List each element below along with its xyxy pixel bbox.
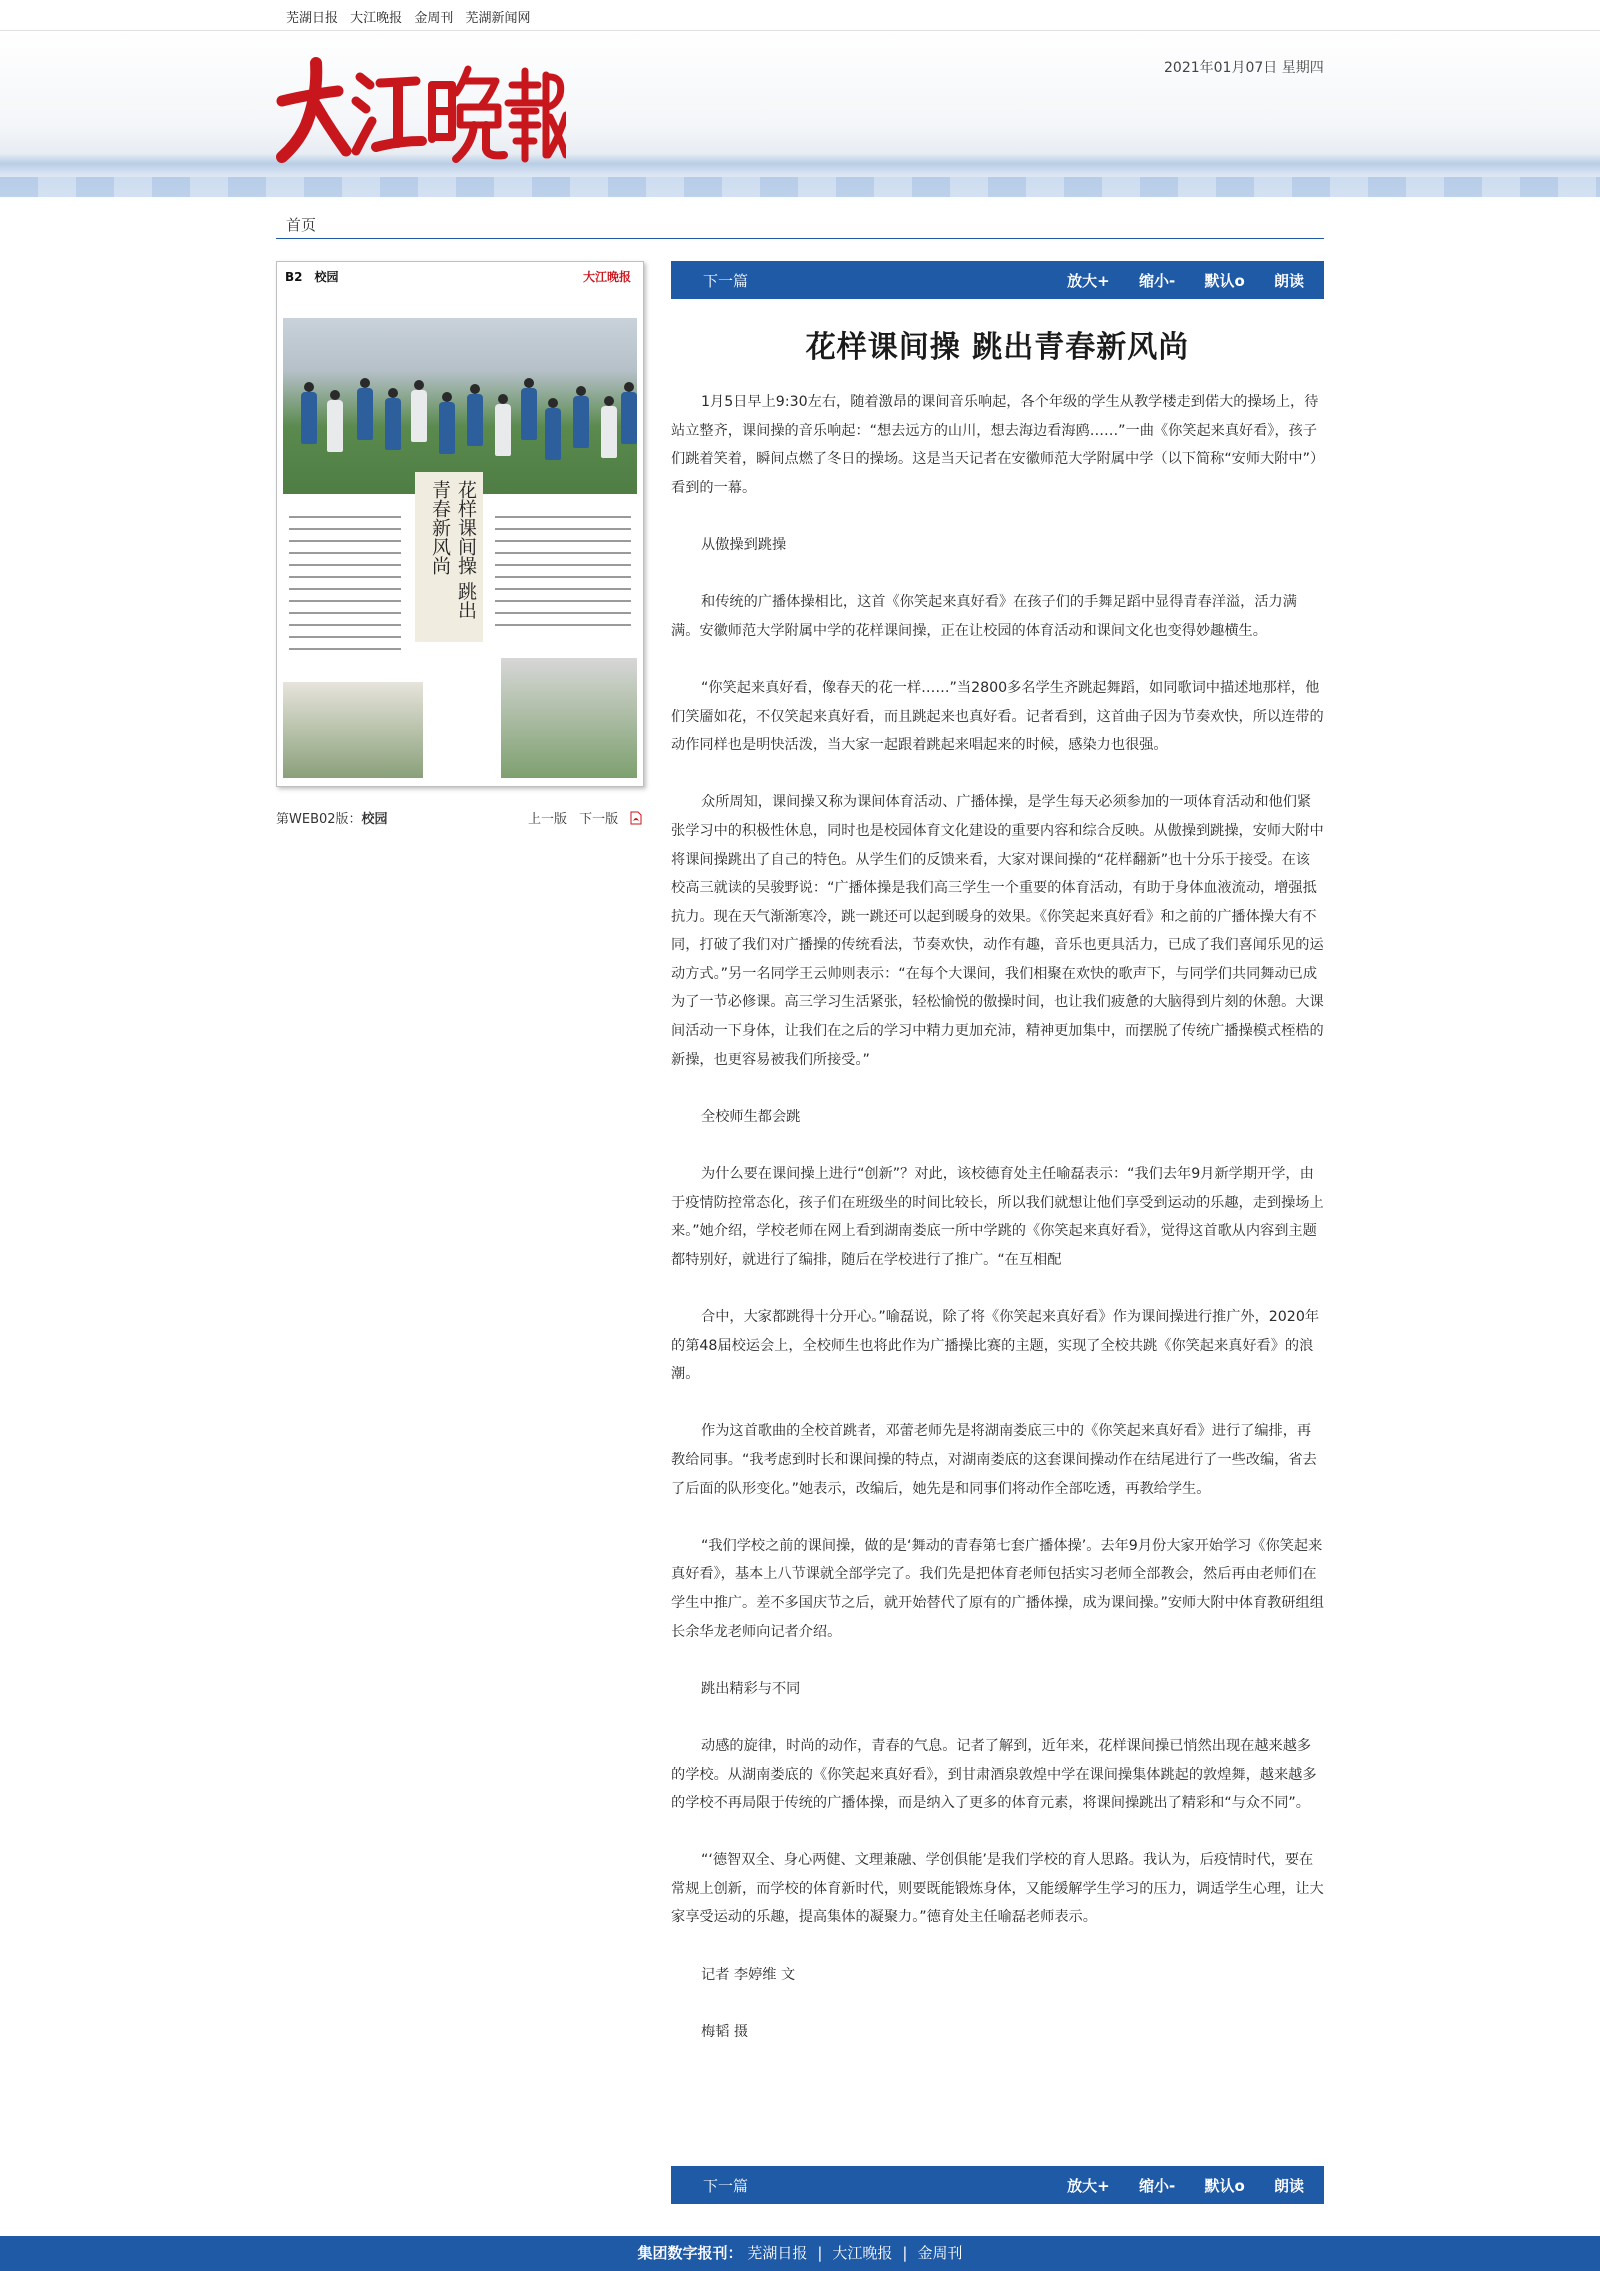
top-bar <box>0 0 1600 31</box>
thumb-headline: 花样课间操 跳出青春新风尚 <box>415 472 483 642</box>
article-paragraph: “我们学校之前的课间操，做的是‘舞动的青春第七套广播体操’。去年9月份大家开始学习《你笑起来真好看》，基本上八节课就全部学完了。我们先是把体育老师包括实习老师全部教会，然后再由老师们在学生中推广。差不多国庆节之后，就开始替代了原有的广播体操，成为课间操。”安师大附中体育教研组组长余华龙老师向记者介绍。 <box>671 1537 1324 1640</box>
zoom-in-button-bottom[interactable]: 放大+ <box>1067 2177 1110 2195</box>
article-paragraph: 作为这首歌曲的全校首跳者，邓蕾老师先是将湖南娄底三中的《你笑起来真好看》进行了编排，再教给同事。“我考虑到时长和课间操的特点，对湖南娄底的这套课间操动作在结尾进行了一些改编，省去了后面的队形变化。”她表示，改编后，她先是和同事们将动作全部吃透，再教给学生。 <box>671 1423 1317 1497</box>
footer-divider: | <box>902 2244 908 2262</box>
top-link-jinzhoukan[interactable]: 金周刊 <box>414 11 454 26</box>
top-link-dajiang-evening[interactable]: 大江晚报 <box>350 11 403 26</box>
article-paragraph: 众所周知，课间操又称为课间体育活动、广播体操，是学生每天必须参加的一项体育活动和他们紧张学习中的积极性休息，同时也是校园体育文化建设的重要内容和综合反映。从傲操到跳操，安师大附中将课间操跳出了自己的特色。从学生们的反馈来看，大家对课间操的“花样翻新”也十分乐于接受。在该校高三就读的吴骏野说：“广播体操是我们高三学生一个重要的体育活动，有助于身体血液流动，增强抵抗力。现在天气渐渐寒冷，跳一跳还可以起到暖身的效果。《你笑起来真好看》和之前的广播体操大有不同，打破了我们对广播操的传统看法，节奏欢快，动作有趣，音乐也更具活力，已成了我们喜闻乐见的运动方式。”另一名同学王云帅则表示：“在每个大课间，我们相聚在欢快的歌声下，与同学们共同舞动已成为了一节必修课。高三学习生活紧张，轻松愉悦的傲操时间，也让我们疲惫的大脑得到片刻的休憩。大课间活动一下身体，让我们在之后的学习中精力更加充沛，精神更加集中，而摆脱了传统广播操模式桎梏的新操，也更容易被我们所接受。” <box>671 794 1324 1068</box>
footer-link-jinzhoukan[interactable]: 金周刊 <box>917 2244 963 2262</box>
article-byline-photographer: 梅韬 摄 <box>701 2023 749 2040</box>
footer-bar <box>0 2236 1600 2271</box>
thumb-logo: 大江晚报 <box>582 270 631 284</box>
article-toolbar-top <box>671 261 1324 299</box>
article-subheading: 全校师生都会跳 <box>701 1108 801 1125</box>
next-page-link[interactable]: 下一版 <box>579 812 619 827</box>
article-paragraph: 1月5日早上9:30左右，随着激昂的课间音乐响起，各个年级的学生从教学楼走到偌大的操场上，待站立整齐，课间操的音乐响起：“想去远方的山川，想去海边看海鸥……”一曲《你笑起来真好看》，孩子们跳着笑着，瞬间点燃了冬日的操场。这是当天记者在安徽师范大学附属中学（以下简称“安师大附中”）看到的一幕。 <box>671 394 1319 496</box>
next-article-link-bottom[interactable]: 下一篇 <box>703 2177 749 2195</box>
footer-label: 集团数字报刊： <box>637 2244 743 2262</box>
pdf-download-icon[interactable] <box>630 811 642 825</box>
next-article-link[interactable]: 下一篇 <box>703 272 749 290</box>
article-byline-reporter: 记者 李婷维 文 <box>701 1966 796 1983</box>
top-link-wuhu-daily[interactable]: 芜湖日报 <box>286 11 339 26</box>
prev-page-link[interactable]: 上一版 <box>528 812 568 827</box>
article-paragraph: “‘德智双全、身心两健、文理兼融、学创俱能’是我们学校的育人思路。我认为，后疫情时代，要在常规上创新，而学校的体育新时代，则要既能锻炼身体，又能缓解学生学习的压力，调适学生心理，让大家享受运动的乐趣，提高集体的凝聚力。”德育处主任喻磊老师表示。 <box>671 1852 1324 1926</box>
banner-wave <box>0 177 1600 197</box>
article-paragraph: 和传统的广播体操相比，这首《你笑起来真好看》在孩子们的手舞足蹈中显得青春洋溢，活力满满。安徽师范大学附属中学的花样课间操，正在让校园的体育活动和课间文化也变得妙趣横生。 <box>671 594 1297 639</box>
article-subheading: 跳出精彩与不同 <box>701 1680 801 1697</box>
issue-date: 2021年01月07日 星期四 <box>1164 60 1324 76</box>
page-label-name[interactable]: 校园 <box>361 812 388 827</box>
page-label-prefix: 第WEB02版： <box>276 812 362 827</box>
article-paragraph: 合中，大家都跳得十分开心。”喻磊说，除了将《你笑起来真好看》作为课间操进行推广外，2020年的第48届校运会上，全校师生也将此作为广播操比赛的主题，实现了全校共跳《你笑起来真好看》的浪潮。 <box>671 1309 1320 1383</box>
article-paragraph: 动感的旋律，时尚的动作，青春的气息。记者了解到，近年来，花样课间操已悄然出现在越来越多的学校。从湖南娄底的《你笑起来真好看》，到甘肃酒泉敦煌中学在课间操集体跳起的敦煌舞，越来越多的学校不再局限于传统的广播体操，而是纳入了更多的体育元素，将课间操跳出了精彩和“与众不同”。 <box>671 1737 1317 1812</box>
page-navigation <box>528 808 642 827</box>
article-toolbar-bottom <box>671 2166 1324 2204</box>
thumb-photo-bottom-left <box>283 682 423 778</box>
breadcrumb-nav <box>276 212 1324 239</box>
footer-divider: | <box>817 2244 823 2262</box>
page-label <box>276 808 388 827</box>
page-thumbnail[interactable] <box>276 261 644 787</box>
thumb-main-photo <box>283 318 637 494</box>
default-size-button-bottom[interactable]: 默认o <box>1204 2177 1245 2195</box>
header-banner <box>0 31 1600 201</box>
reading-tools <box>1043 270 1304 291</box>
thumb-page-heading: B2 校园 <box>285 270 339 284</box>
reading-tools-bottom <box>1043 2175 1304 2196</box>
top-link-wuhu-news[interactable]: 芜湖新闻网 <box>465 11 531 26</box>
article-paragraph: “你笑起来真好看，像春天的花一样……”当2800多名学生齐跳起舞蹈，如同歌词中描述地那样，他们笑靥如花，不仅笑起来真好看，而且跳起来也真好看。记者看到，这首曲子因为节奏欢快，所以连带的动作同样也是明快活泼，当大家一起跟着跳起来唱起来的时候，感染力也很强。 <box>671 679 1324 754</box>
zoom-in-button[interactable]: 放大+ <box>1067 272 1110 290</box>
article-subheading: 从傲操到跳操 <box>701 536 787 553</box>
thumb-photo-bottom-right <box>501 658 637 778</box>
footer-link-wuhu-daily[interactable]: 芜湖日报 <box>747 2244 808 2262</box>
read-aloud-button-bottom[interactable]: 朗读 <box>1273 2177 1304 2195</box>
zoom-out-button[interactable]: 缩小- <box>1138 272 1176 290</box>
top-links <box>286 7 538 26</box>
nav-home-link[interactable]: 首页 <box>286 216 317 234</box>
newspaper-logo[interactable] <box>276 55 566 165</box>
footer-link-dajiang-evening[interactable]: 大江晚报 <box>832 2244 893 2262</box>
zoom-out-button-bottom[interactable]: 缩小- <box>1138 2177 1176 2195</box>
article-title: 花样课间操 跳出青春新风尚 <box>805 330 1190 365</box>
article-body <box>671 388 1324 2075</box>
article-paragraph: 为什么要在课间操上进行“创新”？对此，该校德育处主任喻磊表示：“我们去年9月新学期开学，由于疫情防控常态化，孩子们在班级坐的时间比较长，所以我们就想让他们享受到运动的乐趣，走到操场上来。”她介绍，学校老师在网上看到湖南娄底一所中学跳的《你笑起来真好看》，觉得这首歌从内容到主题都特别好，就进行了编排，随后在学校进行了推广。“在互相配 <box>671 1166 1324 1268</box>
read-aloud-button[interactable]: 朗读 <box>1273 272 1304 290</box>
default-size-button[interactable]: 默认o <box>1204 272 1245 290</box>
